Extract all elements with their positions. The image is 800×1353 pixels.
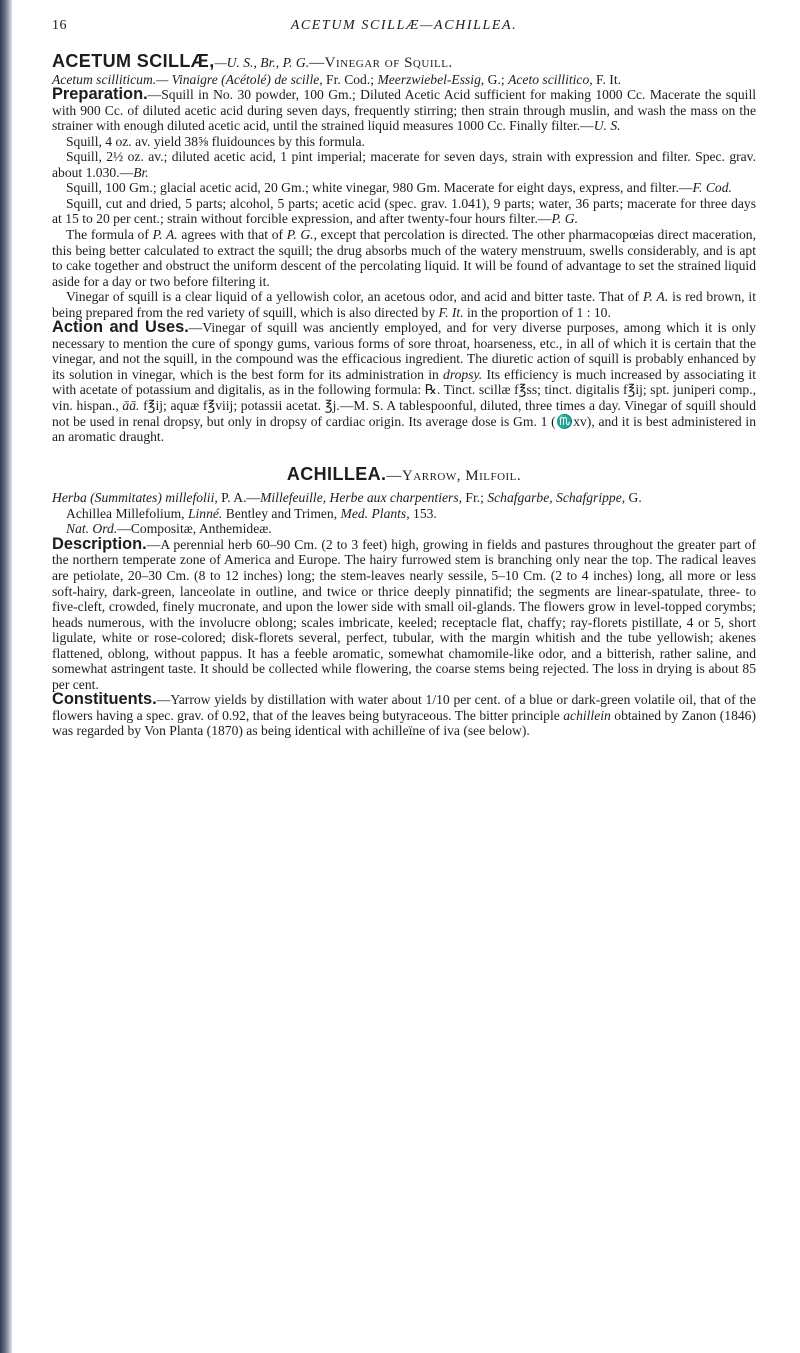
acetum-preparation-usp: Preparation.—Squill in No. 30 powder, 100 Gm.; Diluted Acetic Acid sufficient for making 1000 Cc. Macerate the squill with 900 Cc. of diluted acetic acid during seven days, frequently stirring; then strain through muslin, and wash the mass on the strainer with enough diluted acetic acid, until the strained liquid measures 1000 Cc. Finally filter.—U. S.	[52, 85, 756, 134]
achillea-constituents: Constituents.—Yarrow yields by distillation with water about 1/10 per cent. of a blue or dark-green volatile oil, that of the flowers having a spec. grav. of 0.92, that of the leaves being butyraceous. The bitter principle achillein obtained by Zanon (1846) was regarded by Von Planta (1870) as being identical with achilleïne of iva (see below).	[52, 690, 756, 739]
fraction: 1/10	[425, 692, 450, 708]
acetum-synonyms: Acetum scilliticum.— Vinaigre (Acétolé) de scille, Fr. Cod.; Meerzwiebel-Essig, G.; Aceto scillitico, F. It.	[52, 71, 622, 87]
page-number: 16	[52, 18, 67, 33]
achillea-description: Description.—A perennial herb 60–90 Cm. (2 to 3 feet) high, growing in fields and pastures throughout the greater part of the northern temperate zone of America and Europe. The hairy furrowed stem is branching only near the top. The radical leaves are petiolate, 20–30 Cm. (8 to 12 inches) long; the stem-leaves nearly sessile, 5–10 Cm. (2 to 4 inches) long, all more or less soft-hairy, dark-green, lanceolate in outline, and twice or thrice deeply pinnatifid; the segments are linear-spatulate, three- to five-cleft, crowded, finely mucronate, and upon the lower side with small oil-glands. The flowers grow in level-topped corymbs; heads numerous, with the involucre oblong; scales imbricate, keeled; receptacle flat, chaffy; ray-florets pistillate, 4 or 5, short ligulate, white or rose-colored; disk-florets several, perfect, tubular, with the margin whitish and the tube yellowish; akenes flattened, oblong, without pappus. It has a feeble aromatic, somewhat chamomile-like odor, and a bitterish, rather saline, and somewhat astringent taste. It should be collected while flowering, the coarse stems being rejected. The loss in drying is about 85 per cent.	[52, 534, 756, 692]
running-head: ACETUM SCILLÆ—ACHILLEA.	[290, 18, 518, 33]
action-uses-heading: Action and Uses.	[52, 318, 189, 337]
acetum-formula-note: The formula of P. A. agrees with that of P. G., except that percolation is directed. The other pharmacopœias direct maceration, this being better calculated to extract the squill; the drug absorbs much of the watery menstruum, swells considerably, and is apt to cake together and obstruct the uniform descent of the percolating liquid. It will be found of advantage to set the strained liquid aside for a day or two before filtering it.	[52, 227, 756, 289]
acetum-action-uses: Action and Uses.—Vinegar of squill was anciently employed, and for very diverse purposes, among which it is only necessary to mention the cure of spongy gums, various forms of sore throat, hoarseness, etc., in all of which it is certain that the vinegar, and not the squill, in the compound was the efficacious ingredient. The diuretic action of squill is probably enhanced by its solution in vinegar, which is the best form for its administration in dropsy. Its efficiency is much increased by associating it with acetate of potassium and digitalis, as in the following formula: ℞. Tinct. scillæ f℥ss; tinct. digitalis f℥ij; spt. juniperi comp., vin. hispan., āā. f℥ij; aquæ f℥viij; potassii acetat. ℥j.—M. S. A tablespoonful, diluted, three times a day. Vinegar of squill should not be used in renal dropsy, but only in dropsy of cardiac origin. Its average dose is Gm. 1 (♏xv), and it is best administered in an aromatic draught.	[52, 318, 757, 445]
acetum-english-name: —Vinegar of Squill.	[309, 55, 453, 71]
acetum-preparation-pg: Squill, cut and dried, 5 parts; alcohol, 5 parts; acetic acid (spec. grav. 1.041), 9 parts; water, 36 parts; macerate for three days at 15 to 20 per cent.; strain without forcible expression, and after twenty-four hours filter.—P. G.	[52, 195, 756, 227]
acetum-title-line	[52, 51, 756, 72]
achillea-english-name: —Yarrow, Milfoil.	[386, 467, 522, 484]
achillea-botanical-source: Achillea Millefolium, Linné. Bentley and Trimen, Med. Plants, 153.	[66, 505, 437, 521]
acetum-vinegar-description: Vinegar of squill is a clear liquid of a yellowish color, an acetous odor, and acid and bitter taste. That of P. A. is red brown, it being prepared from the red variety of squill, which is also directed by F. It. in the proportion of 1 : 10.	[52, 289, 756, 320]
constituents-heading: Constituents.	[52, 690, 157, 709]
achillea-headword: ACHILLEA.	[286, 463, 387, 484]
acetum-preparation-yield: Squill, 4 oz. av. yield 38⅝ fluidounces by this formula.	[66, 133, 365, 149]
page-edge-shadow	[0, 0, 12, 1353]
preparation-heading: Preparation.	[52, 85, 148, 104]
acetum-preparation-fcod: Squill, 100 Gm.; glacial acetic acid, 20 Gm.; white vinegar, 980 Gm. Macerate for eight days, express, and filter.—F. Cod.	[66, 180, 732, 196]
description-heading: Description.	[52, 534, 147, 553]
acetum-headword: ACETUM SCILLÆ,	[52, 51, 215, 71]
achillea-title-line	[52, 463, 756, 485]
acetum-authorities: —U. S., Br., P. G.	[214, 55, 310, 70]
achillea-synonyms: Herba (Summitates) millefolii, P. A.—Millefeuille, Herbe aux charpentiers, Fr.; Schafgarbe, Schafgrippe, G.	[52, 490, 642, 506]
acetum-preparation-br: Squill, 2½ oz. av.; diluted acetic acid, 1 pint imperial; macerate for seven days, strain with expression and filter. Spec. grav. about 1.030.—Br.	[52, 149, 756, 180]
achillea-natural-order: Nat. Ord.—Compositæ, Anthemideæ.	[66, 521, 272, 537]
running-header	[52, 18, 756, 40]
